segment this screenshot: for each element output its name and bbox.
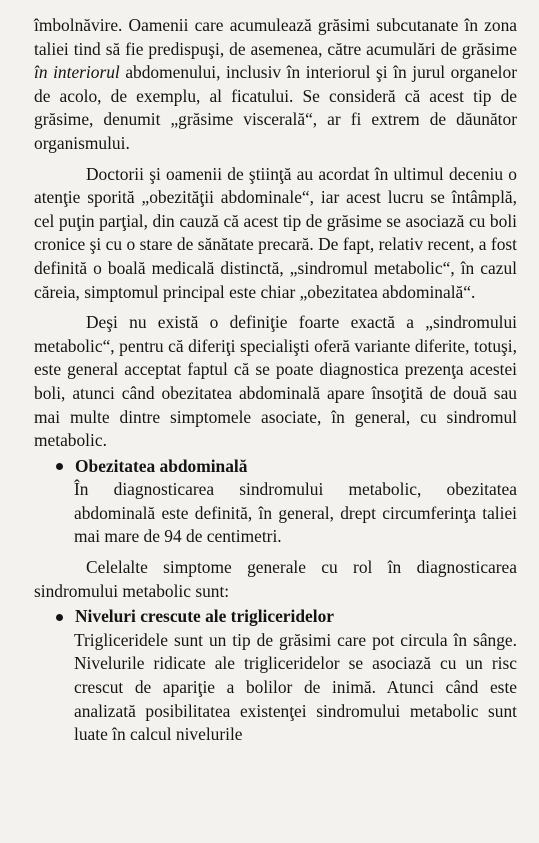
bullet-body-triglycerides: Trigliceridele sunt un tip de grăsimi care pot circula în sânge. Nivelurile ridicate ale trigliceridelor se asociază cu un risc crescut de apariţie a bolilor de inimă. Atunci când este analizată posibilitatea existenţei sindromului metabolic sunt luate în calcul nivelurile <box>74 629 517 745</box>
paragraph-2: Doctorii şi oamenii de ştiinţă au acordat în ultimul deceniu o atenţie sporită „obezităţii abdominale“, iar acest lucru se întâmplă, cel puţin parţial, din cauză că acest tip de grăsime se asociază cu boli cronice şi cu o stare de sănătate precară. De fapt, relativ recent, a fost definită o boală medicală distinctă, „sindromul metabolic“, în cazul căreia, simptomul principal este chiar „obezitatea abdominală“. <box>34 163 517 302</box>
bullet-body-abdominal-obesity: În diagnosticarea sindromului metabolic, obezitatea abdominală este definită, în general, drept circumferinţa taliei mai mare de 94 de centimetri. <box>74 479 517 547</box>
paragraph-3: Deşi nu există o definiţie foarte exactă a „sindromului metabolic“, pentru că diferiţi specialişti oferă variante diferite, totuşi, este general acceptat faptul că se poate diagnostica prezenţa acestei boli, atunci când obezitatea abdominală apare însoţită de două sau mai multe dintre simptomele asociate, în general, cu sindromul metabolic. <box>34 312 517 451</box>
paragraph-1-text-b: abdomenului, inclusiv în interiorul şi în jurul organelor de acolo, de exemplu, al ficatului. Se consideră că acest tip de grăsime, denumit „grăsime viscerală“, ar fi extrem de dăunător organismului. <box>34 62 518 153</box>
paragraph-1-emphasis: în interiorul <box>34 62 120 83</box>
bullet-heading-text: Obezitatea abdominală <box>75 455 248 476</box>
paragraph-1-text-a: îmbolnăvire. Oamenii care acumulează grăsimi subcutanate în zona taliei tind să fie predispuşi, de asemenea, către acumulări de grăsime <box>34 15 517 59</box>
bullet-dot-icon <box>56 463 63 470</box>
bullet-heading-text: Niveluri crescute ale trigliceridelor <box>75 606 334 627</box>
bullet-heading-triglycerides <box>34 605 517 629</box>
paragraph-4: Celelalte simptome generale cu rol în diagnosticarea sindromului metabolic sunt: <box>34 557 517 601</box>
bullet-heading-abdominal-obesity <box>34 455 517 479</box>
paragraph-1 <box>34 14 517 156</box>
bullet-dot-icon <box>56 614 63 621</box>
